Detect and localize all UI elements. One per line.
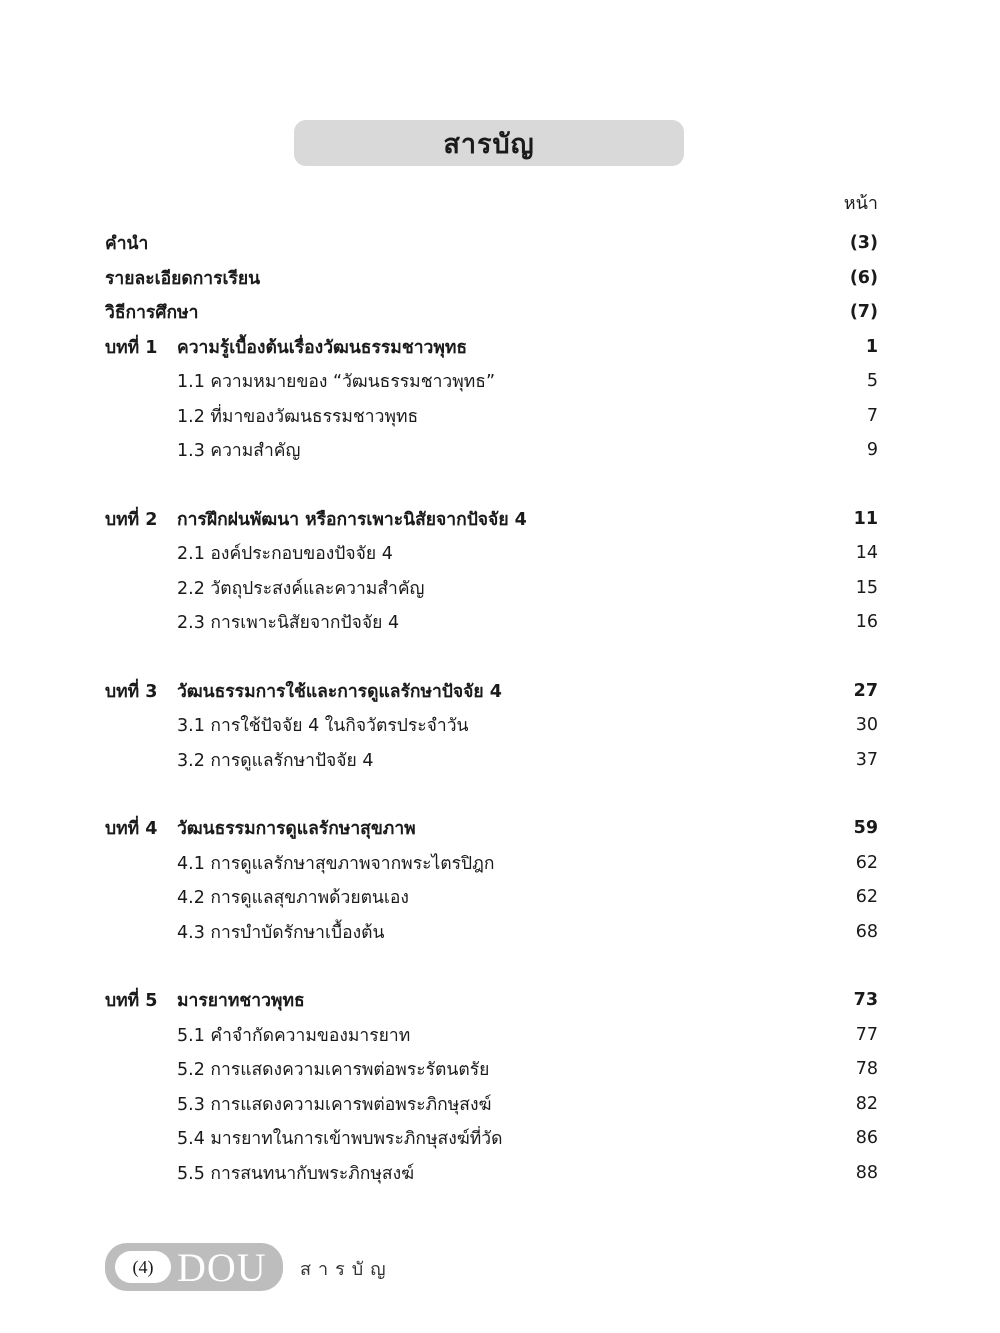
footer-badge bbox=[105, 1243, 283, 1291]
section-label: 2.2 วัตถุประสงค์และความสำคัญ bbox=[177, 578, 425, 599]
section-label: 5.1 คำจำกัดความของมารยาท bbox=[177, 1025, 411, 1046]
chapter-title: วัฒนธรรมการดูแลรักษาสุขภาพ bbox=[177, 819, 416, 840]
chapter-page: 11 bbox=[853, 508, 878, 529]
section-label: 5.3 การแสดงความเคารพต่อพระภิกษุสงฆ์ bbox=[177, 1094, 492, 1115]
page-number: (4) bbox=[115, 1251, 171, 1283]
chapter-title: วัฒนธรรมการใช้และการดูแลรักษาปัจจัย 4 bbox=[177, 681, 502, 702]
chapter-number: บทที่ 5 bbox=[105, 991, 158, 1012]
toc-chapter-4[interactable] bbox=[105, 811, 878, 846]
section-page: 5 bbox=[866, 371, 878, 392]
toc-entry-label: วิธีการศึกษา bbox=[105, 303, 199, 324]
section-page: 68 bbox=[855, 921, 878, 942]
section-page: 88 bbox=[855, 1162, 878, 1183]
section-page: 82 bbox=[855, 1093, 878, 1114]
toc-section-2-2[interactable] bbox=[105, 571, 878, 606]
section-label: 2.1 องค์ประกอบของปัจจัย 4 bbox=[177, 544, 393, 565]
toc-entry-study-method[interactable] bbox=[105, 295, 878, 330]
section-label: 4.1 การดูแลรักษาสุขภาพจากพระไตรปิฎก bbox=[177, 853, 495, 874]
section-page: 14 bbox=[855, 543, 878, 564]
chapter-spacer bbox=[105, 949, 878, 983]
toc-chapter-3[interactable] bbox=[105, 674, 878, 709]
toc-section-1-1[interactable] bbox=[105, 364, 878, 399]
chapter-spacer bbox=[105, 777, 878, 811]
section-page: 86 bbox=[855, 1128, 878, 1149]
chapter-page: 27 bbox=[853, 680, 878, 701]
section-label: 3.1 การใช้ปัจจัย 4 ในกิจวัตรประจำวัน bbox=[177, 716, 469, 737]
toc-section-5-4[interactable] bbox=[105, 1121, 878, 1156]
section-label: 5.2 การแสดงความเคารพต่อพระรัตนตรัย bbox=[177, 1060, 490, 1081]
section-page: 78 bbox=[855, 1059, 878, 1080]
section-label: 1.2 ที่มาของวัฒนธรรมชาวพุทธ bbox=[177, 406, 419, 427]
toc-entry-course-details[interactable] bbox=[105, 261, 878, 296]
toc-section-3-2[interactable] bbox=[105, 743, 878, 778]
section-page: 37 bbox=[855, 749, 878, 770]
toc-section-4-3[interactable] bbox=[105, 915, 878, 950]
toc-entry-page: (7) bbox=[849, 302, 878, 323]
section-label: 2.3 การเพาะนิสัยจากปัจจัย 4 bbox=[177, 613, 400, 634]
toc-section-5-5[interactable] bbox=[105, 1156, 878, 1191]
toc-section-1-2[interactable] bbox=[105, 399, 878, 434]
chapter-number: บทที่ 1 bbox=[105, 337, 158, 358]
chapter-page: 73 bbox=[853, 990, 878, 1011]
section-label: 1.3 ความสำคัญ bbox=[177, 441, 301, 462]
section-label: 4.2 การดูแลสุขภาพด้วยตนเอง bbox=[177, 888, 409, 909]
toc-entry-label: รายละเอียดการเรียน bbox=[105, 268, 261, 289]
dou-logo: DOU bbox=[177, 1244, 267, 1290]
section-page: 30 bbox=[855, 715, 878, 736]
chapter-number: บทที่ 2 bbox=[105, 509, 158, 530]
section-page: 62 bbox=[855, 887, 878, 908]
toc-section-3-1[interactable] bbox=[105, 708, 878, 743]
section-page: 77 bbox=[855, 1024, 878, 1045]
chapter-spacer bbox=[105, 640, 878, 674]
page-column-header: หน้า bbox=[843, 193, 878, 214]
section-page: 9 bbox=[866, 440, 878, 461]
section-label: 5.4 มารยาทในการเข้าพบพระภิกษุสงฆ์ที่วัด bbox=[177, 1129, 503, 1150]
toc-section-4-1[interactable] bbox=[105, 846, 878, 881]
chapter-spacer bbox=[105, 468, 878, 502]
toc-section-2-1[interactable] bbox=[105, 536, 878, 571]
toc-section-4-2[interactable] bbox=[105, 880, 878, 915]
chapter-title: การฝึกฝนพัฒนา หรือการเพาะนิสัยจากปัจจัย 4 bbox=[177, 509, 527, 530]
toc-entry-page: (6) bbox=[849, 267, 878, 288]
page-title: สารบัญ bbox=[294, 120, 684, 166]
chapter-title: ความรู้เบื้องต้นเรื่องวัฒนธรรมชาวพุทธ bbox=[177, 337, 468, 358]
chapter-number: บทที่ 3 bbox=[105, 681, 158, 702]
toc-section-5-1[interactable] bbox=[105, 1018, 878, 1053]
toc-entry-preface[interactable] bbox=[105, 226, 878, 261]
toc-chapter-1[interactable] bbox=[105, 330, 878, 365]
toc-section-5-3[interactable] bbox=[105, 1087, 878, 1122]
toc-entry-page: (3) bbox=[849, 233, 878, 254]
toc-chapter-2[interactable] bbox=[105, 502, 878, 537]
footer-label: สารบัญ bbox=[300, 1259, 393, 1280]
section-page: 16 bbox=[855, 612, 878, 633]
toc-section-5-2[interactable] bbox=[105, 1052, 878, 1087]
section-label: 4.3 การบำบัดรักษาเบื้องต้น bbox=[177, 922, 385, 943]
toc-entry-label: คำนำ bbox=[105, 234, 149, 255]
toc-section-2-3[interactable] bbox=[105, 605, 878, 640]
section-label: 1.1 ความหมายของ “วัฒนธรรมชาวพุทธ” bbox=[177, 372, 496, 393]
section-label: 5.5 การสนทนากับพระภิกษุสงฆ์ bbox=[177, 1163, 415, 1184]
chapter-number: บทที่ 4 bbox=[105, 819, 158, 840]
toc-section-1-3[interactable] bbox=[105, 433, 878, 468]
section-page: 62 bbox=[855, 852, 878, 873]
chapter-title: มารยาทชาวพุทธ bbox=[177, 991, 305, 1012]
table-of-contents bbox=[105, 226, 878, 1190]
toc-chapter-5[interactable] bbox=[105, 983, 878, 1018]
section-page: 7 bbox=[866, 405, 878, 426]
chapter-page: 1 bbox=[865, 336, 878, 357]
section-label: 3.2 การดูแลรักษาปัจจัย 4 bbox=[177, 750, 374, 771]
section-page: 15 bbox=[855, 577, 878, 598]
chapter-page: 59 bbox=[853, 818, 878, 839]
